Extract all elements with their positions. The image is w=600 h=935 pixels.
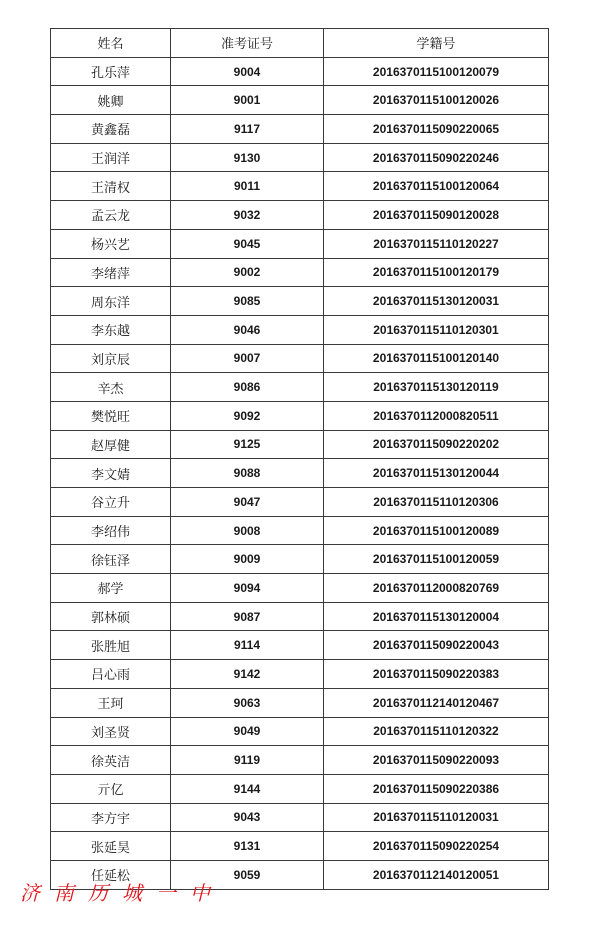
cell-student-id: 2016370112140120467	[324, 688, 549, 717]
table-body	[51, 57, 549, 889]
header-student-id: 学籍号	[324, 29, 549, 58]
cell-exam-number: 9004	[171, 57, 324, 86]
table-row	[51, 172, 549, 201]
cell-exam-number: 9059	[171, 860, 324, 889]
table-row	[51, 516, 549, 545]
cell-name: 王清权	[51, 172, 171, 201]
header-exam-number: 准考证号	[171, 29, 324, 58]
cell-exam-number: 9088	[171, 459, 324, 488]
cell-student-id: 2016370115130120119	[324, 373, 549, 402]
cell-name: 刘圣贤	[51, 717, 171, 746]
cell-exam-number: 9011	[171, 172, 324, 201]
cell-student-id: 2016370115090220202	[324, 430, 549, 459]
cell-exam-number: 9125	[171, 430, 324, 459]
cell-name: 郝学	[51, 574, 171, 603]
cell-name: 亓亿	[51, 774, 171, 803]
cell-exam-number: 9047	[171, 488, 324, 517]
cell-student-id: 2016370112000820511	[324, 401, 549, 430]
cell-name: 李文婧	[51, 459, 171, 488]
cell-exam-number: 9142	[171, 660, 324, 689]
table-row	[51, 774, 549, 803]
school-watermark-logo	[18, 878, 238, 908]
table-row	[51, 602, 549, 631]
cell-exam-number: 9045	[171, 229, 324, 258]
cell-name: 张胜旭	[51, 631, 171, 660]
cell-exam-number: 9086	[171, 373, 324, 402]
cell-student-id: 2016370115100120179	[324, 258, 549, 287]
table-row	[51, 344, 549, 373]
cell-student-id: 2016370115090220093	[324, 746, 549, 775]
cell-exam-number: 9046	[171, 315, 324, 344]
cell-name: 徐英洁	[51, 746, 171, 775]
cell-name: 赵厚健	[51, 430, 171, 459]
table-row	[51, 201, 549, 230]
cell-exam-number: 9087	[171, 602, 324, 631]
cell-exam-number: 9049	[171, 717, 324, 746]
table-row	[51, 803, 549, 832]
cell-student-id: 2016370115100120064	[324, 172, 549, 201]
cell-student-id: 2016370115100120089	[324, 516, 549, 545]
table-row	[51, 86, 549, 115]
table-row	[51, 57, 549, 86]
table-row	[51, 660, 549, 689]
cell-exam-number: 9130	[171, 143, 324, 172]
table-row	[51, 229, 549, 258]
cell-exam-number: 9009	[171, 545, 324, 574]
cell-name: 杨兴艺	[51, 229, 171, 258]
cell-exam-number: 9008	[171, 516, 324, 545]
cell-name: 李东越	[51, 315, 171, 344]
cell-name: 孔乐萍	[51, 57, 171, 86]
cell-name: 周东洋	[51, 287, 171, 316]
cell-exam-number: 9032	[171, 201, 324, 230]
cell-student-id: 2016370115110120306	[324, 488, 549, 517]
cell-student-id: 2016370112000820769	[324, 574, 549, 603]
cell-name: 王润洋	[51, 143, 171, 172]
cell-name: 任延松	[51, 860, 171, 889]
cell-name: 谷立升	[51, 488, 171, 517]
cell-exam-number: 9119	[171, 746, 324, 775]
table-row	[51, 688, 549, 717]
cell-name: 黄鑫磊	[51, 115, 171, 144]
cell-student-id: 2016370115110120227	[324, 229, 549, 258]
cell-student-id: 2016370115090120028	[324, 201, 549, 230]
table-row	[51, 258, 549, 287]
table-row	[51, 832, 549, 861]
cell-name: 辛杰	[51, 373, 171, 402]
cell-exam-number: 9114	[171, 631, 324, 660]
cell-student-id: 2016370115130120044	[324, 459, 549, 488]
cell-student-id: 2016370115110120301	[324, 315, 549, 344]
table-header-row	[51, 29, 549, 58]
cell-exam-number: 9007	[171, 344, 324, 373]
cell-name: 王珂	[51, 688, 171, 717]
cell-name: 郭林硕	[51, 602, 171, 631]
cell-exam-number: 9001	[171, 86, 324, 115]
cell-student-id: 2016370112140120051	[324, 860, 549, 889]
cell-exam-number: 9131	[171, 832, 324, 861]
watermark-text: 济南历城一中	[20, 881, 224, 905]
student-roster-table	[50, 28, 549, 890]
cell-student-id: 2016370115090220386	[324, 774, 549, 803]
cell-student-id: 2016370115090220246	[324, 143, 549, 172]
cell-name: 吕心雨	[51, 660, 171, 689]
cell-student-id: 2016370115130120004	[324, 602, 549, 631]
cell-name: 李方宇	[51, 803, 171, 832]
cell-student-id: 2016370115090220254	[324, 832, 549, 861]
table-row	[51, 631, 549, 660]
table-row	[51, 373, 549, 402]
header-name: 姓名	[51, 29, 171, 58]
cell-student-id: 2016370115110120322	[324, 717, 549, 746]
cell-name: 孟云龙	[51, 201, 171, 230]
cell-student-id: 2016370115100120059	[324, 545, 549, 574]
table-row	[51, 717, 549, 746]
cell-name: 张延昊	[51, 832, 171, 861]
cell-name: 樊悦旺	[51, 401, 171, 430]
table-row	[51, 574, 549, 603]
table-row	[51, 430, 549, 459]
cell-exam-number: 9043	[171, 803, 324, 832]
cell-exam-number: 9002	[171, 258, 324, 287]
table-row	[51, 315, 549, 344]
cell-name: 刘京辰	[51, 344, 171, 373]
cell-student-id: 2016370115100120140	[324, 344, 549, 373]
table-row	[51, 401, 549, 430]
cell-exam-number: 9094	[171, 574, 324, 603]
cell-exam-number: 9117	[171, 115, 324, 144]
table-row	[51, 143, 549, 172]
cell-name: 李绪萍	[51, 258, 171, 287]
cell-exam-number: 9092	[171, 401, 324, 430]
cell-student-id: 2016370115110120031	[324, 803, 549, 832]
cell-student-id: 2016370115090220383	[324, 660, 549, 689]
cell-student-id: 2016370115090220043	[324, 631, 549, 660]
cell-student-id: 2016370115100120079	[324, 57, 549, 86]
cell-exam-number: 9085	[171, 287, 324, 316]
cell-student-id: 2016370115130120031	[324, 287, 549, 316]
cell-name: 李绍伟	[51, 516, 171, 545]
table-row	[51, 488, 549, 517]
table-row	[51, 115, 549, 144]
cell-exam-number: 9144	[171, 774, 324, 803]
table-row	[51, 545, 549, 574]
cell-name: 徐钰泽	[51, 545, 171, 574]
cell-exam-number: 9063	[171, 688, 324, 717]
cell-name: 姚卿	[51, 86, 171, 115]
cell-student-id: 2016370115100120026	[324, 86, 549, 115]
table-row	[51, 459, 549, 488]
cell-student-id: 2016370115090220065	[324, 115, 549, 144]
table-row	[51, 746, 549, 775]
table-row	[51, 287, 549, 316]
